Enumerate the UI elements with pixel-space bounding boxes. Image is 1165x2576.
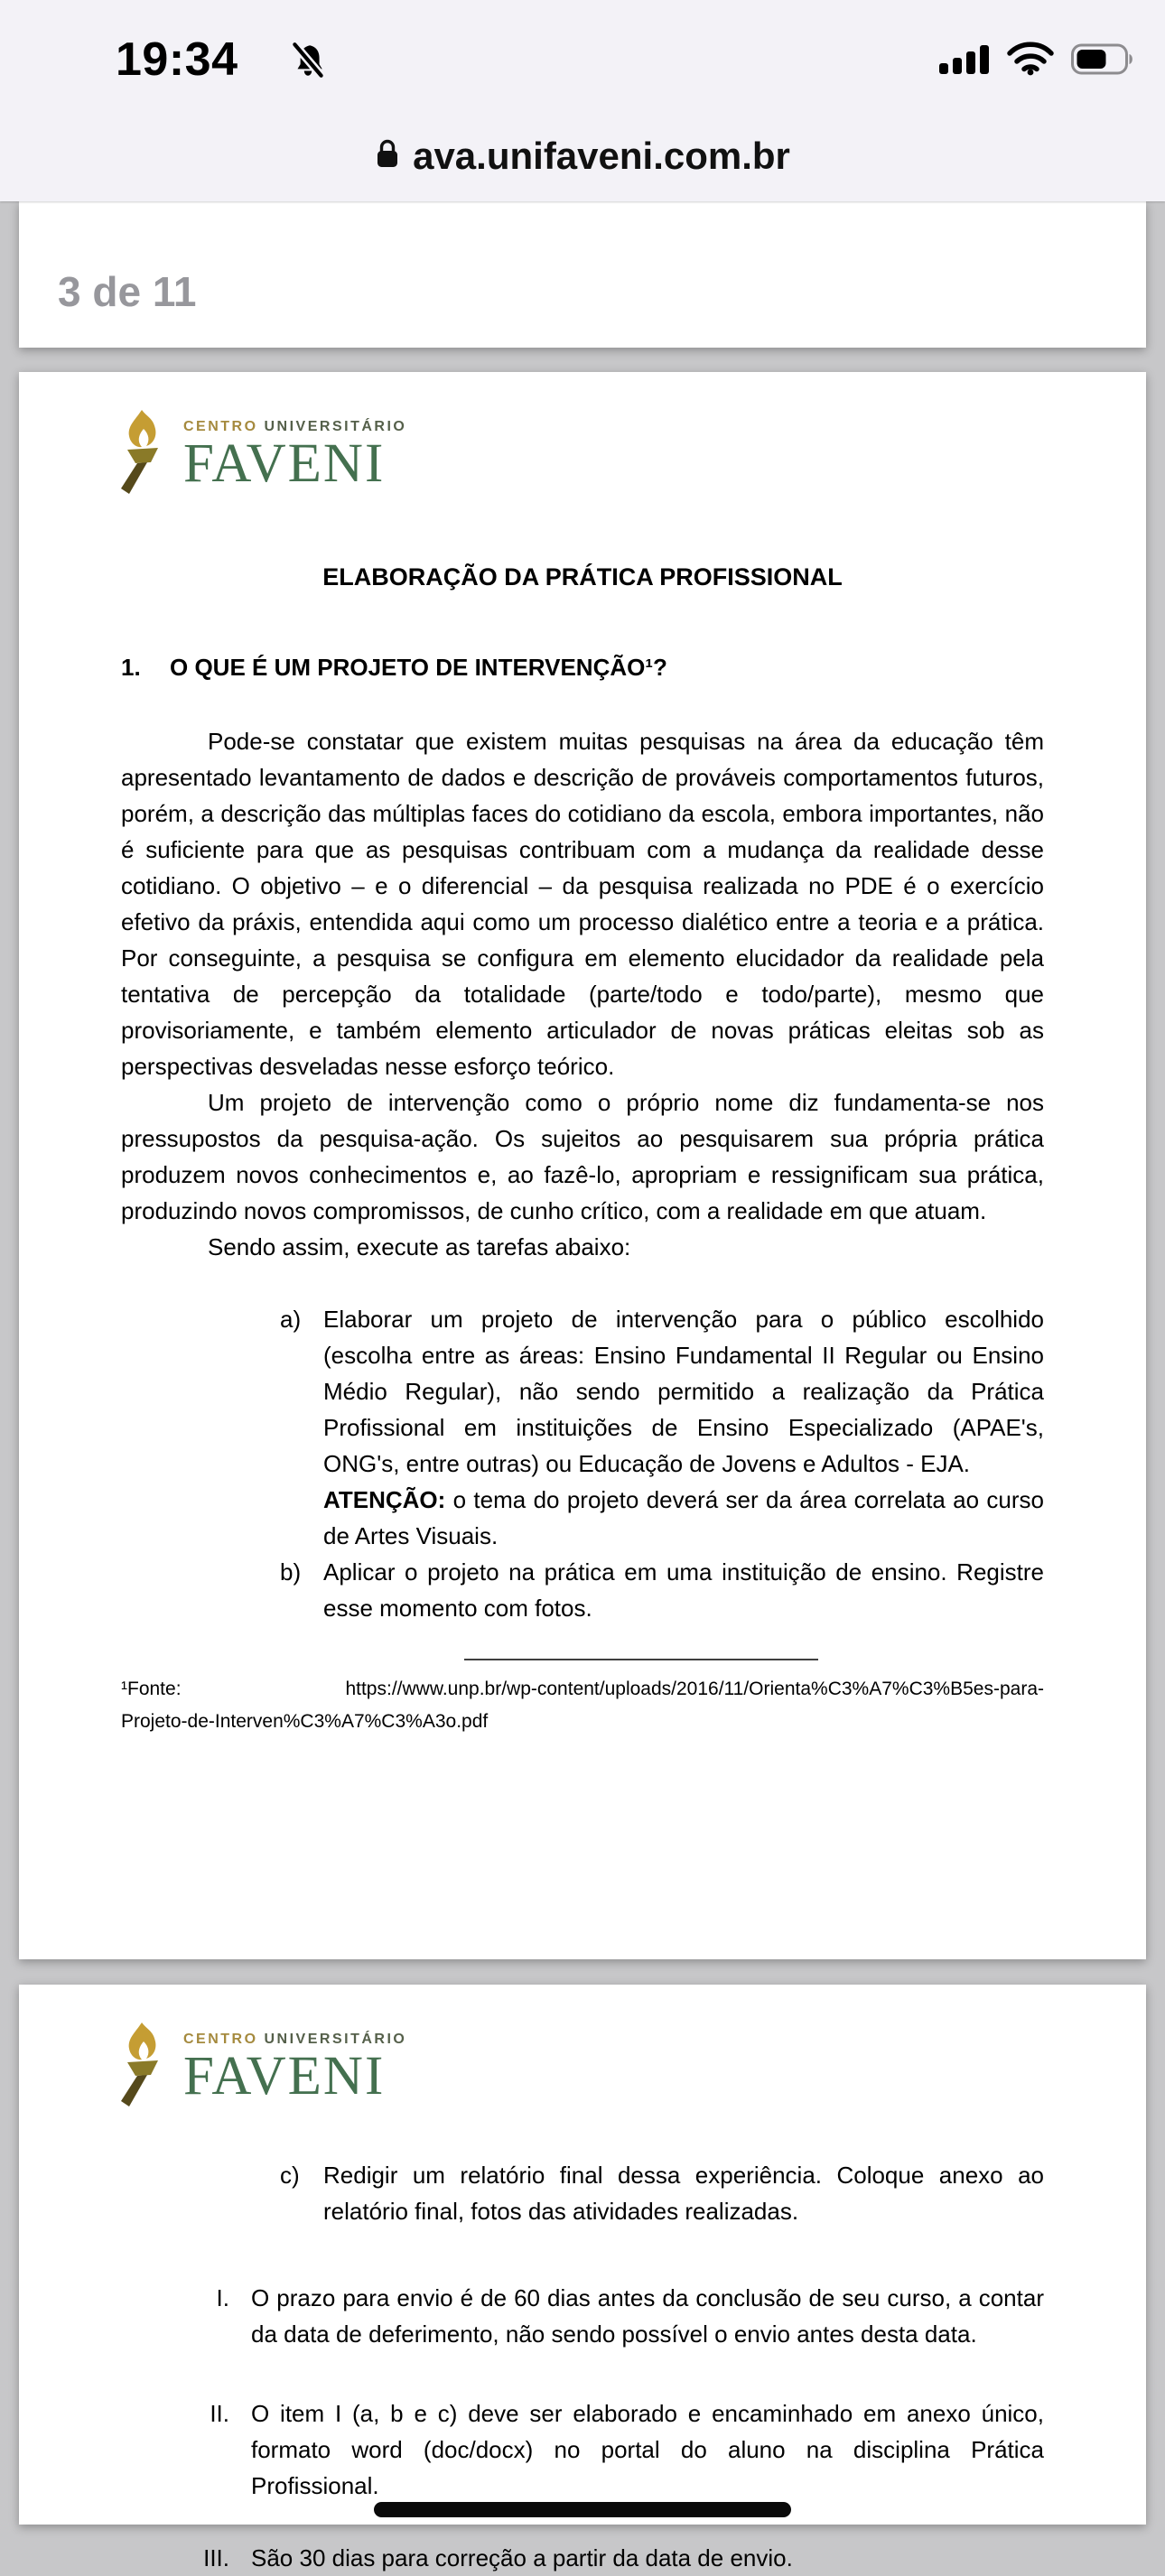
lock-icon xyxy=(375,137,400,175)
list-item-text: Aplicar o projeto na prática em uma instituição de ensino. Registre esse momento com fotos. xyxy=(323,1558,1044,1622)
section-heading xyxy=(121,649,1044,685)
browser-chrome xyxy=(0,0,1165,201)
footnote-url[interactable]: https://www.unp.br/wp-content/uploads/2016/11/Orienta%C3%A7%C3%B5es-para- xyxy=(345,1679,1044,1699)
logo-name: FAVENI xyxy=(183,433,386,494)
battery-icon xyxy=(1071,43,1134,79)
faveni-logo xyxy=(19,372,1146,501)
list-item-c xyxy=(280,2157,1044,2229)
footnote-separator xyxy=(464,1659,818,1660)
footnote-url[interactable]: Projeto-de-Interven%C3%A7%C3%A3o.pdf xyxy=(121,1711,489,1732)
list-marker: b) xyxy=(280,1558,302,1586)
cellular-signal-icon xyxy=(939,43,990,79)
torch-logo-icon xyxy=(102,2019,180,2114)
roman-marker: III. xyxy=(203,2544,229,2571)
logo-subtitle: CENTRO UNIVERSITÁRIO xyxy=(183,2032,407,2047)
pdf-page-4 xyxy=(19,1985,1146,2571)
paragraph: Pode-se constatar que existem muitas pesquisas na área da educação têm apresentado levantamento de dados e descrição de prováveis comportamentos futuros, porém, a descrição das múltiplas faces do cotidiano da escola, embora importantes, não é suficiente para que as pesquisas contribuam com a mudança da realidade desse cotidiano. O objetivo – e o diferencial – da pesquisa realizada no PDE é o exercício efetivo da práxis, entendida aqui como um processo dialético entre a teoria e a prática. Por conseguinte, a pesquisa se configura em elemento elucidador da realidade pela tentativa de percepção da totalidade (parte/todo e todo/parte), mesmo que provisoriamente, e também elemento articulador de novas práticas eleitas sob as perspectivas desveladas nesse esforço teórico. xyxy=(121,728,1044,1080)
address-url: ava.unifaveni.com.br xyxy=(413,134,790,177)
list-item-a xyxy=(280,1301,1044,1554)
document-title: ELABORAÇÃO DA PRÁTICA PROFISSIONAL xyxy=(322,563,843,591)
attention-note xyxy=(323,1482,1044,1554)
roman-marker: II. xyxy=(210,2400,229,2427)
attention-text: o tema do projeto deverá ser da área correlata ao curso de Artes Visuais. xyxy=(323,1486,1044,1549)
footnote-label: ¹Fonte: xyxy=(121,1679,182,1699)
section-number: 1. xyxy=(121,654,141,681)
attention-label: ATENÇÃO: xyxy=(323,1486,446,1513)
address-bar[interactable] xyxy=(0,110,1165,201)
bell-slash-icon xyxy=(287,40,329,86)
footnote xyxy=(121,1659,1044,1738)
list-item-text: Redigir um relatório final dessa experiência. Coloque anexo ao relatório final, fotos das atividades realizadas. xyxy=(323,2162,1044,2225)
home-indicator[interactable] xyxy=(374,2502,791,2517)
roman-item-text: O item I (a, b e c) deve ser elaborado e encaminhado em anexo único, formato word (doc/docx) no portal do aluno na disciplina Prática Profissional. xyxy=(251,2400,1044,2499)
logo-subtitle: CENTRO UNIVERSITÁRIO xyxy=(183,419,407,434)
list-marker: c) xyxy=(280,2162,300,2189)
roman-marker: I. xyxy=(216,2284,229,2311)
roman-list-item xyxy=(121,2540,1044,2576)
list-item-text: Elaborar um projeto de intervenção para o público escolhido (escolha entre as áreas: Ensino Fundamental II Regular ou Ensino Médio Regular), não sendo permitido a realização da Prática Profissional em instituições de Ensino Especializado (APAE's, ONG's, entre outras) ou Educação de Jovens e Adultos - EJA. xyxy=(323,1306,1044,1477)
paragraph: Sendo assim, execute as tarefas abaixo: xyxy=(208,1233,631,1260)
wifi-icon xyxy=(1006,42,1055,80)
logo-name: FAVENI xyxy=(183,2046,386,2106)
page-indicator: 3 de 11 xyxy=(58,268,197,315)
pdf-page-3 xyxy=(19,372,1146,1959)
roman-item-text: O prazo para envio é de 60 dias antes da conclusão de seu curso, a contar da data de deferimento, não sendo possível o envio antes desta data. xyxy=(251,2284,1044,2348)
section-heading-text: O QUE É UM PROJETO DE INTERVENÇÃO¹? xyxy=(170,654,667,681)
roman-list-item xyxy=(121,2395,1044,2504)
torch-logo-icon xyxy=(102,406,180,501)
roman-item-text: São 30 dias para correção a partir da data de envio. xyxy=(251,2544,793,2571)
list-item-b xyxy=(280,1554,1044,1626)
status-time: 19:34 xyxy=(116,33,238,86)
faveni-logo xyxy=(19,1985,1146,2114)
status-bar xyxy=(0,0,1165,110)
roman-list-item xyxy=(121,2280,1044,2352)
list-marker: a) xyxy=(280,1306,302,1333)
paragraph: Um projeto de intervenção como o próprio nome diz fundamenta-se nos pressupostos da pesquisa-ação. Os sujeitos ao pesquisarem sua própria prática produzem novos conhecimentos e, ao fazê-lo, apropriam e ressignificam sua prática, produzindo novos compromissos, de cunho crítico, com a realidade em que atuam. xyxy=(121,1089,1044,1224)
